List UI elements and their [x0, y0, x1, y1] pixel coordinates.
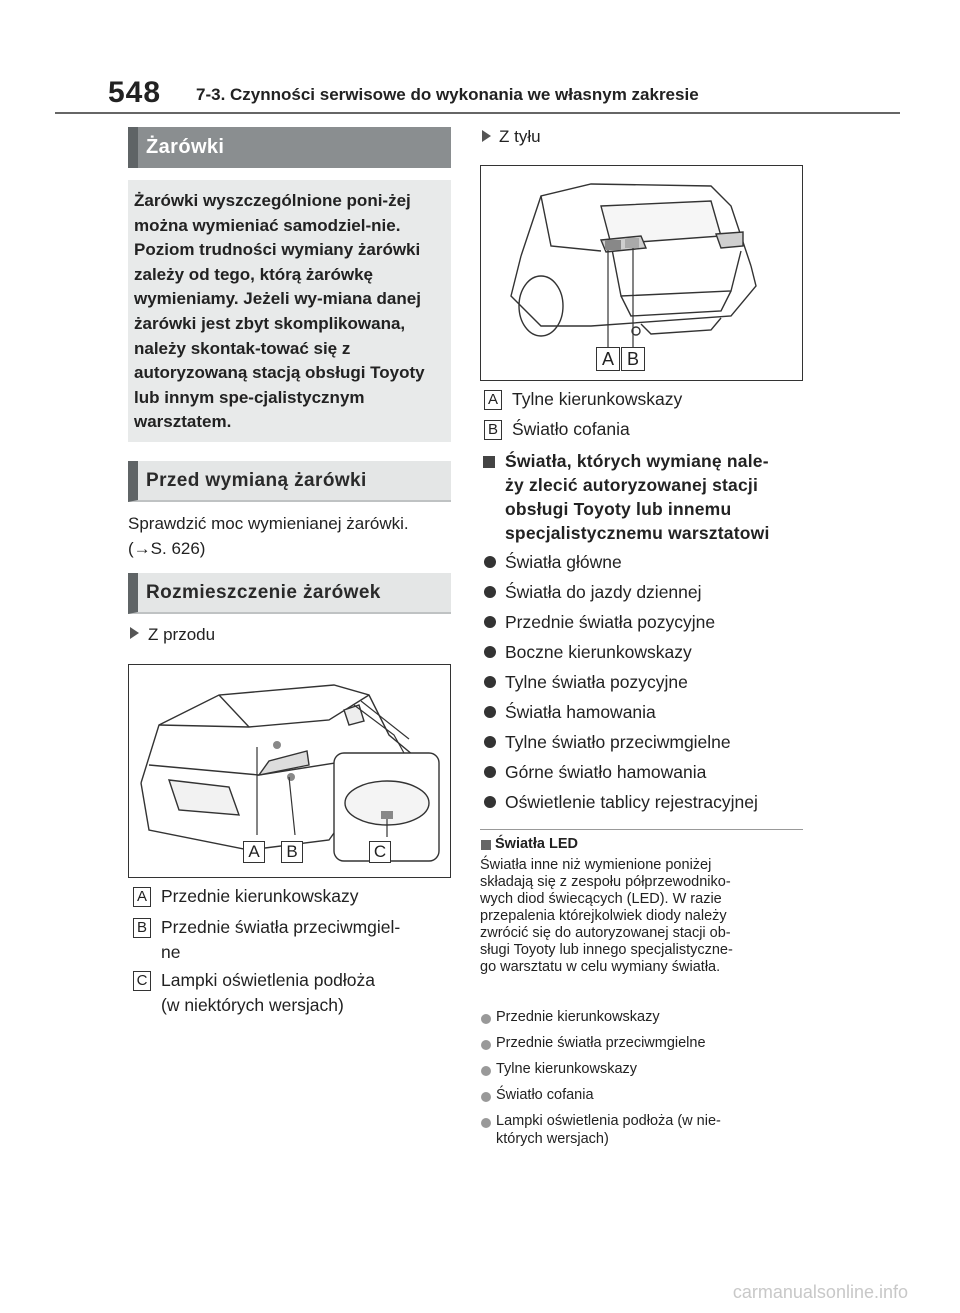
- bullet-icon: [484, 676, 496, 688]
- bullet-icon: [484, 706, 496, 718]
- led-heading-square-icon: [481, 840, 491, 850]
- section-title-bulb-locations-text: Rozmieszczenie żarówek: [146, 582, 381, 603]
- front-item-a-key: A: [133, 887, 151, 907]
- dealer-list-item: Światła do jazdy dziennej: [505, 582, 702, 602]
- rear-callout-a: A: [596, 347, 620, 371]
- led-bullet-icon: [481, 1040, 491, 1050]
- led-list-item: Tylne kierunkowskazy: [496, 1061, 638, 1077]
- dealer-list-item: Górne światło hamowania: [505, 762, 707, 782]
- front-callout-b: B: [281, 841, 303, 863]
- dealer-list-item: Oświetlenie tablicy rejestracyjnej: [505, 792, 758, 812]
- front-callout-c: C: [369, 841, 391, 863]
- front-item-b-text-line2: ne: [161, 942, 181, 962]
- led-bullet-icon: [481, 1066, 491, 1076]
- intro-box: [128, 180, 451, 442]
- bullet-icon: [484, 796, 496, 808]
- chapter-title: 7-3. Czynności serwisowe do wykonania we własnym zakresie: [196, 85, 699, 104]
- dealer-list-item: Przednie światła pozycyjne: [505, 612, 716, 632]
- led-text-line: wych diod świecących (LED). W razie: [480, 891, 722, 907]
- bullet-icon: [484, 556, 496, 568]
- rear-item-b-text: Światło cofania: [512, 419, 630, 439]
- front-item-b-text-line1: Przednie światła przeciwmgiel-: [161, 917, 401, 937]
- led-text-line: zwrócić się do autoryzowanej stacji ob-: [480, 925, 731, 941]
- dealer-heading-square-icon: [483, 456, 495, 468]
- rear-item-b-key: B: [484, 420, 502, 440]
- dealer-list-item: Światła główne: [505, 552, 622, 572]
- dealer-heading-line1: Światła, których wymianę nale-: [505, 451, 769, 471]
- led-list-item: Światło cofania: [496, 1087, 594, 1103]
- rear-label: Z tyłu: [499, 127, 541, 146]
- led-list-item: Przednie kierunkowskazy: [496, 1009, 660, 1025]
- bullet-icon: [484, 766, 496, 778]
- puddle-lamp-marker: [381, 811, 393, 819]
- rear-item-a-text: Tylne kierunkowskazy: [512, 389, 683, 409]
- rear-callout-b: B: [621, 347, 645, 371]
- led-list-item-line2: których wersjach): [496, 1131, 609, 1147]
- dealer-heading-line3: obsługi Toyoty lub innemu: [505, 499, 732, 519]
- section-title-bulbs-text: Żarówki: [146, 136, 225, 158]
- section-title-before-replacement-text: Przed wymianą żarówki: [146, 470, 367, 491]
- page-reference-link[interactable]: (→S. 626): [128, 539, 206, 558]
- front-item-c-text-line2: (w niektórych wersjach): [161, 995, 344, 1015]
- dealer-list-item: Tylne światło przeciwmgielne: [505, 732, 731, 752]
- front-item-c-text-line1: Lampki oświetlenia podłoża: [161, 970, 376, 990]
- led-bullet-icon: [481, 1014, 491, 1024]
- led-heading: Światła LED: [495, 836, 578, 852]
- led-text-line: Światła inne niż wymienione poniżej: [480, 857, 712, 873]
- bullet-icon: [484, 616, 496, 628]
- rear-car-figure: [480, 165, 803, 381]
- rear-backup-marker: [625, 238, 639, 248]
- led-text-line: przepalenia którejkolwiek diody należy: [480, 908, 727, 924]
- led-bullet-icon: [481, 1092, 491, 1102]
- page-number: 548: [108, 76, 162, 109]
- section-title-bulb-locations: [128, 573, 451, 614]
- front-item-a-text: Przednie kierunkowskazy: [161, 886, 359, 906]
- section-title-before-replacement: [128, 461, 451, 502]
- dealer-list-item: Tylne światła pozycyjne: [505, 672, 688, 692]
- watermark: carmanualsonline.info: [732, 1282, 908, 1302]
- section-divider: [480, 829, 803, 830]
- front-callout-a: A: [243, 841, 265, 863]
- section-title-bulbs: [128, 127, 451, 168]
- dealer-heading-line2: ży zlecić autoryzowanej stacji: [505, 475, 759, 495]
- bullet-icon: [484, 646, 496, 658]
- led-text-line: składają się z zespołu półprzewodniko-: [480, 874, 731, 890]
- dealer-heading-line4: specjalistycznemu warsztatowi: [505, 523, 770, 543]
- front-triangle-icon: [130, 626, 139, 644]
- dealer-list-item: Światła hamowania: [505, 702, 656, 722]
- dealer-list-item: Boczne kierunkowskazy: [505, 642, 692, 662]
- front-car-figure: [128, 664, 451, 878]
- intro-text: Żarówki wyszczególnione poni-żej można wymieniać samodziel-nie. Poziom trudności wymiany żarówki zależy od tego, którą żarówkę wymieniamy. Jeżeli wy-miana danej żarówki jest zbyt skomplikowana, należy skontak-tować się z autoryzowaną stacją obsługi Toyoty lub innym spe-cjalistycznym warsztatem.: [134, 191, 425, 432]
- front-item-c-key: C: [133, 971, 151, 991]
- bullet-icon: [484, 586, 496, 598]
- led-text-line: go warsztatu w celu wymiany światła.: [480, 959, 721, 975]
- front-fog-marker: [287, 773, 295, 781]
- front-turn-signal-marker: [273, 741, 281, 749]
- led-list-item: Przednie światła przeciwmgielne: [496, 1035, 706, 1051]
- check-wattage-text: Sprawdzić moc wymienianej żarówki.: [128, 514, 409, 533]
- front-item-b-key: B: [133, 918, 151, 938]
- rear-item-a-key: A: [484, 390, 502, 410]
- bullet-icon: [484, 736, 496, 748]
- led-bullet-icon: [481, 1118, 491, 1128]
- front-label: Z przodu: [148, 625, 216, 644]
- header-divider: [55, 112, 900, 114]
- led-list-item-line1: Lampki oświetlenia podłoża (w nie-: [496, 1113, 721, 1129]
- rear-turn-signal-marker: [605, 240, 621, 250]
- rear-triangle-icon: [482, 129, 491, 147]
- led-text-line: sługi Toyoty lub innego specjalistyczne-: [480, 942, 733, 958]
